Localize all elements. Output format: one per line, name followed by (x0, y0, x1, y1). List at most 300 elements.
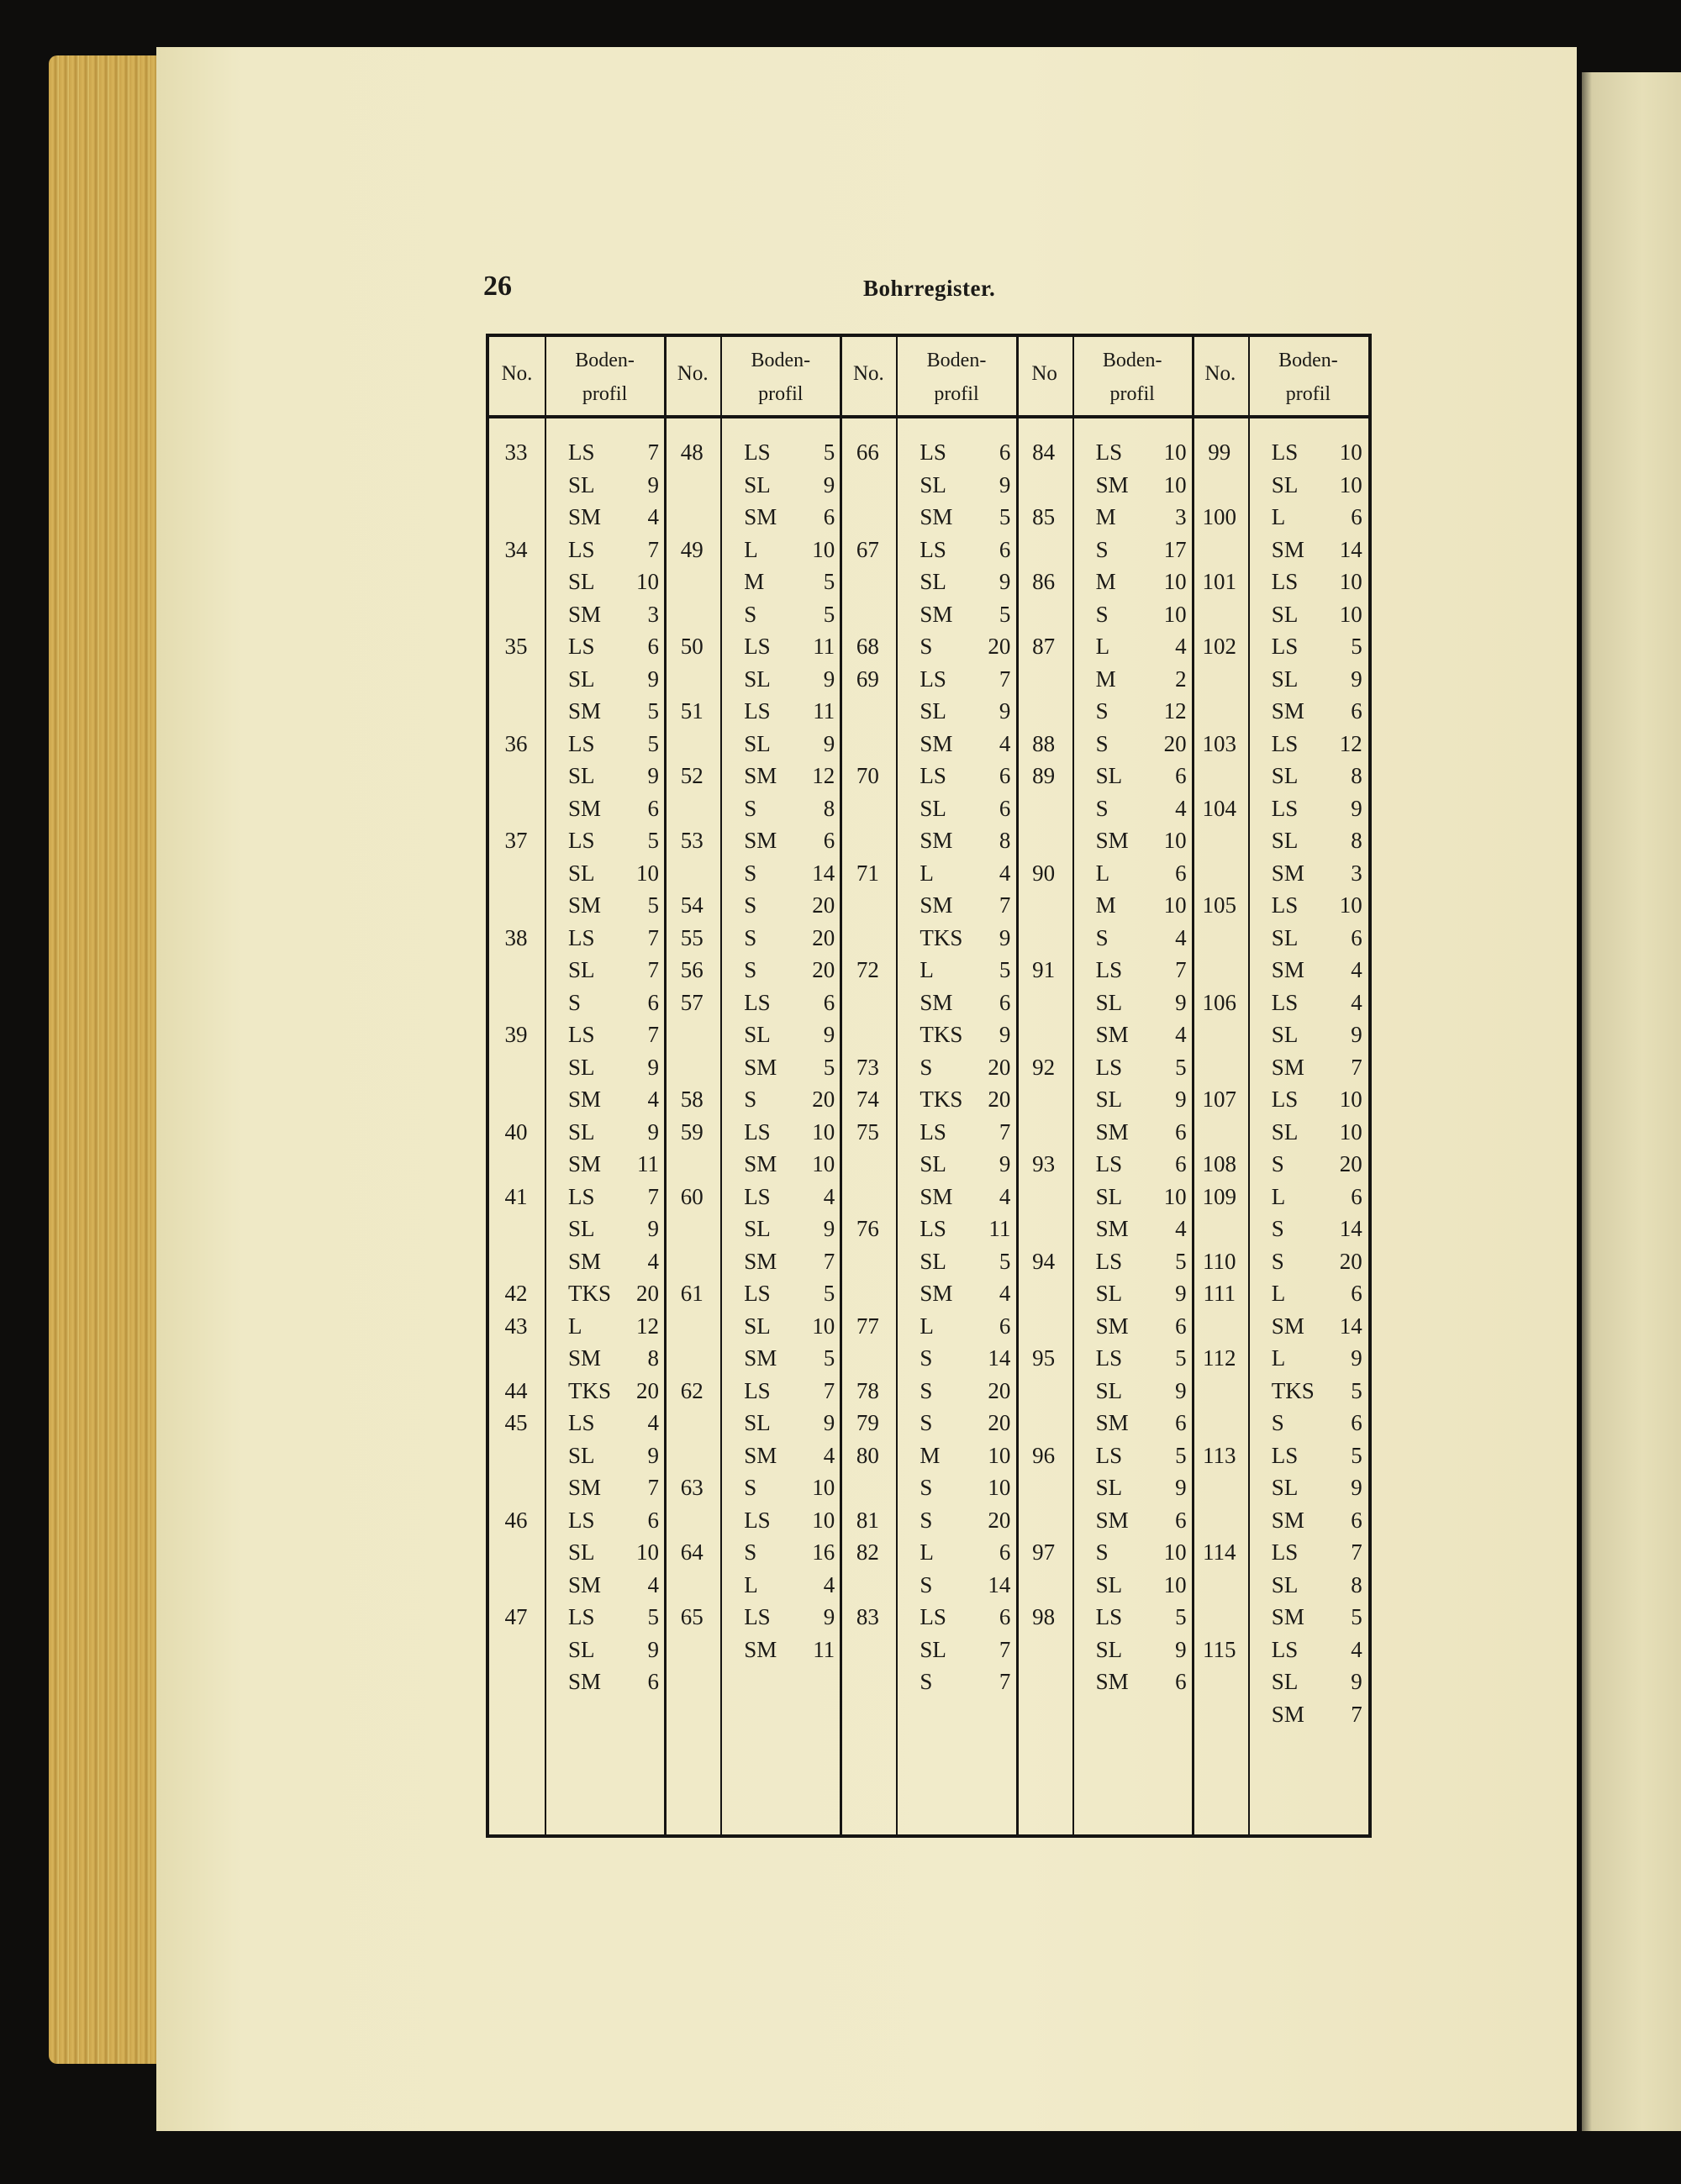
soil-code: SL (1271, 1571, 1299, 1597)
profile-layer (744, 1571, 835, 1599)
layer-depth: 20 (812, 892, 835, 918)
entry-number: 57 (680, 989, 703, 1015)
soil-code: S (920, 1054, 933, 1080)
entry-number: 93 (1032, 1151, 1056, 1176)
layer-depth: 9 (823, 1410, 835, 1435)
profile-layer (744, 1408, 835, 1437)
layer-depth: 6 (647, 1507, 659, 1533)
soil-code: L (744, 536, 758, 562)
entry-number: 72 (856, 957, 879, 982)
profile-layer (920, 1344, 1010, 1372)
profile-layer (1272, 988, 1362, 1017)
soil-code: S (744, 957, 757, 982)
profile-layer (744, 1602, 835, 1631)
profile-layer (920, 503, 1010, 531)
soil-code: L (920, 1539, 934, 1565)
profile-layer (920, 1279, 1010, 1308)
profile-layer (1096, 1376, 1187, 1405)
profile-layer (920, 1214, 1010, 1243)
soil-code: SL (1271, 601, 1299, 627)
profile-layer (568, 1602, 659, 1631)
entry-number: 49 (680, 536, 703, 562)
soil-code: SM (1271, 860, 1304, 886)
soil-code: SM (568, 1151, 602, 1176)
profile-layer (1096, 826, 1187, 855)
soil-code: S (920, 1377, 933, 1403)
profile-layer (920, 1538, 1010, 1566)
layer-depth: 14 (812, 860, 835, 886)
layer-depth: 20 (988, 634, 1011, 659)
soil-code: LS (1095, 1151, 1123, 1176)
soil-code: SM (568, 1345, 602, 1371)
layer-depth: 20 (636, 1377, 659, 1403)
entry-number: 40 (504, 1118, 528, 1145)
soil-code: SM (744, 1636, 777, 1662)
layer-depth: 9 (1351, 795, 1362, 821)
entry-number: 92 (1032, 1054, 1056, 1080)
profile-layer (920, 665, 1010, 693)
layer-depth: 7 (1351, 1701, 1362, 1727)
profile-layer (568, 665, 659, 693)
profile-layer (1096, 988, 1187, 1017)
profile-layer (744, 988, 835, 1017)
profile-layer (1096, 697, 1187, 725)
profile-layer (744, 891, 835, 919)
soil-code: L (1271, 1183, 1286, 1209)
soil-code: LS (1095, 1054, 1123, 1080)
layer-depth: 5 (823, 569, 835, 594)
soil-code: LS (744, 634, 771, 659)
layer-depth: 10 (988, 1475, 1011, 1500)
entry-number: 35 (504, 634, 528, 659)
profile-layer (744, 1376, 835, 1405)
header-line: Boden- (1102, 350, 1162, 371)
profile-layer (1096, 535, 1187, 564)
profile-layer (1272, 1538, 1362, 1566)
soil-code: SL (1095, 1475, 1123, 1500)
layer-depth: 7 (647, 1022, 659, 1047)
layer-depth: 4 (647, 1087, 659, 1112)
layer-depth: 10 (1163, 1539, 1187, 1565)
profile-layer (568, 1279, 659, 1308)
soil-code: LS (1095, 1345, 1123, 1371)
header-line: profil (1285, 383, 1331, 405)
soil-code: SM (1271, 1604, 1304, 1629)
entry-number: 109 (1202, 1183, 1237, 1209)
layer-depth: 5 (823, 601, 835, 627)
soil-code: SM (1095, 471, 1129, 497)
soil-code: LS (1095, 439, 1123, 465)
layer-depth: 12 (812, 763, 835, 788)
profile-layer (568, 1182, 659, 1211)
soil-code: SL (744, 1410, 771, 1435)
profile-layer (1272, 794, 1362, 823)
layer-depth: 9 (823, 1604, 835, 1629)
entry-number: 47 (504, 1604, 528, 1629)
soil-code: SM (1095, 1022, 1129, 1047)
entry-number: 75 (856, 1118, 879, 1145)
soil-code: SL (920, 1151, 946, 1176)
layer-depth: 6 (1351, 1507, 1362, 1533)
profile-layer (568, 1571, 659, 1599)
profile-layer (568, 1053, 659, 1081)
layer-depth: 10 (1339, 601, 1362, 627)
layer-depth: 6 (823, 828, 835, 853)
profile-layer (1272, 1473, 1362, 1502)
entry-number: 87 (1032, 634, 1056, 659)
soil-code: SM (1095, 1216, 1129, 1241)
soil-code: SM (744, 1442, 777, 1468)
soil-code: SM (920, 989, 953, 1015)
layer-depth: 12 (1163, 698, 1187, 724)
soil-code: SL (568, 666, 595, 692)
header-bodenprofil (545, 344, 665, 411)
layer-depth: 9 (1175, 1377, 1187, 1403)
profile-layer (744, 503, 835, 531)
layer-depth: 7 (999, 1669, 1011, 1694)
layer-depth: 6 (999, 536, 1011, 562)
entry-number: 54 (680, 892, 703, 918)
layer-depth: 9 (1351, 1022, 1362, 1047)
soil-code: S (920, 1669, 933, 1694)
soil-code: LS (920, 439, 946, 465)
layer-depth: 9 (647, 471, 659, 497)
entry-number: 90 (1032, 860, 1056, 886)
layer-depth: 9 (647, 666, 659, 692)
layer-depth: 4 (1175, 795, 1187, 821)
profile-layer (920, 438, 1010, 466)
soil-code: SM (568, 1475, 602, 1500)
layer-depth: 20 (1339, 1151, 1362, 1176)
layer-depth: 9 (647, 1118, 659, 1145)
soil-code: L (568, 1313, 582, 1339)
profile-layer (920, 1053, 1010, 1081)
profile-layer (744, 1279, 835, 1308)
profile-layer (568, 438, 659, 466)
layer-depth: 9 (647, 1216, 659, 1241)
soil-code: LS (1271, 1636, 1299, 1662)
soil-code: SM (568, 1669, 602, 1694)
profile-layer (568, 1506, 659, 1534)
soil-code: S (920, 1507, 933, 1533)
header-line: Boden- (926, 350, 987, 371)
entry-number: 89 (1032, 763, 1056, 788)
soil-code: SM (1271, 1054, 1304, 1080)
no-column-divider (896, 337, 898, 1834)
entry-number: 38 (504, 924, 528, 950)
layer-depth: 6 (1351, 1281, 1362, 1306)
layer-depth: 6 (823, 504, 835, 529)
entry-number: 71 (856, 860, 879, 886)
layer-depth: 4 (999, 730, 1011, 756)
soil-code: S (744, 1539, 757, 1565)
profile-layer (1272, 1150, 1362, 1178)
layer-depth: 5 (647, 698, 659, 724)
profile-layer (568, 761, 659, 790)
soil-code: SM (1271, 1313, 1304, 1339)
entry-number: 64 (680, 1539, 703, 1565)
layer-depth: 10 (1163, 439, 1187, 465)
no-column-divider (720, 337, 722, 1834)
profile-layer (568, 697, 659, 725)
profile-layer (920, 600, 1010, 629)
soil-code: SL (1095, 1571, 1123, 1597)
soil-code: SM (1095, 828, 1129, 853)
soil-code: SM (568, 1087, 602, 1112)
profile-layer (744, 1441, 835, 1470)
layer-depth: 7 (647, 1475, 659, 1500)
soil-code: M (1095, 666, 1116, 692)
layer-depth: 10 (1163, 892, 1187, 918)
soil-code: SL (744, 471, 771, 497)
layer-depth: 11 (813, 1636, 835, 1662)
layer-depth: 5 (999, 504, 1011, 529)
profile-layer (920, 1571, 1010, 1599)
profile-layer (744, 1182, 835, 1211)
entry-number: 65 (680, 1604, 703, 1629)
layer-depth: 20 (1339, 1248, 1362, 1274)
soil-code: S (1271, 1410, 1284, 1435)
entry-number: 69 (856, 666, 879, 692)
layer-depth: 9 (647, 1054, 659, 1080)
profile-layer (1272, 503, 1362, 531)
profile-layer (920, 1667, 1010, 1696)
soil-code: SM (744, 1248, 777, 1274)
soil-code: SL (1095, 763, 1123, 788)
soil-code: SL (568, 763, 595, 788)
entry-number: 80 (856, 1442, 879, 1468)
soil-code: LS (744, 1281, 771, 1306)
soil-code: LS (1271, 989, 1299, 1015)
entry-number: 74 (856, 1087, 879, 1112)
layer-depth: 10 (1339, 1087, 1362, 1112)
profile-layer (744, 1506, 835, 1534)
layer-depth: 4 (1175, 634, 1187, 659)
layer-depth: 9 (1175, 1087, 1187, 1112)
profile-layer (568, 826, 659, 855)
soil-code: SL (568, 1054, 595, 1080)
profile-layer (920, 729, 1010, 758)
profile-layer (1096, 503, 1187, 531)
soil-code: SM (920, 1281, 953, 1306)
soil-code: LS (1271, 1087, 1299, 1112)
layer-depth: 5 (647, 730, 659, 756)
soil-code: S (1271, 1151, 1284, 1176)
soil-code: LS (568, 828, 595, 853)
profile-layer (568, 1635, 659, 1664)
layer-depth: 6 (1351, 698, 1362, 724)
soil-code: SM (1095, 1410, 1129, 1435)
layer-depth: 5 (1175, 1248, 1187, 1274)
page-header (483, 271, 1366, 304)
layer-depth: 6 (1175, 1507, 1187, 1533)
profile-layer (1096, 1118, 1187, 1146)
layer-depth: 9 (999, 1151, 1011, 1176)
layer-depth: 4 (647, 1410, 659, 1435)
entry-number: 59 (680, 1118, 703, 1145)
profile-layer (1272, 438, 1362, 466)
soil-code: L (920, 1313, 934, 1339)
layer-depth: 5 (647, 1604, 659, 1629)
profile-layer (568, 1667, 659, 1696)
soil-code: SL (568, 1216, 595, 1241)
layer-depth: 5 (1175, 1442, 1187, 1468)
soil-code: M (744, 569, 765, 594)
profile-layer (568, 988, 659, 1017)
soil-code: S (568, 989, 582, 1015)
profile-layer (1096, 1150, 1187, 1178)
soil-code: SM (920, 601, 953, 627)
profile-layer (1272, 1214, 1362, 1243)
entry-number: 41 (504, 1183, 528, 1209)
layer-depth: 4 (1351, 989, 1362, 1015)
soil-code: LS (744, 698, 771, 724)
profile-layer (568, 1020, 659, 1049)
layer-depth: 5 (823, 1281, 835, 1306)
entry-number: 63 (680, 1475, 703, 1500)
soil-code: S (1095, 536, 1109, 562)
layer-depth: 6 (1175, 1313, 1187, 1339)
entry-number: 95 (1032, 1345, 1056, 1371)
profile-layer (1096, 729, 1187, 758)
profile-layer (744, 535, 835, 564)
profile-layer (1272, 1376, 1362, 1405)
soil-code: S (1095, 698, 1109, 724)
entry-number: 86 (1032, 569, 1056, 594)
profile-layer (744, 729, 835, 758)
profile-layer (1272, 1602, 1362, 1631)
layer-depth: 4 (823, 1571, 835, 1597)
soil-code: LS (744, 989, 771, 1015)
soil-code: S (920, 1475, 933, 1500)
layer-depth: 20 (812, 1087, 835, 1112)
profile-layer (568, 1344, 659, 1372)
entry-number: 111 (1203, 1281, 1236, 1306)
soil-code: TKS (920, 1022, 963, 1047)
entry-number: 101 (1202, 569, 1237, 594)
profile-layer (1096, 955, 1187, 984)
soil-code: SM (1095, 1118, 1129, 1145)
soil-code: S (744, 892, 757, 918)
profile-layer (920, 567, 1010, 596)
profile-layer (568, 1473, 659, 1502)
layer-depth: 9 (999, 569, 1011, 594)
profile-layer (1096, 600, 1187, 629)
profile-layer (1272, 1279, 1362, 1308)
header-no: No. (677, 362, 709, 385)
layer-depth: 7 (823, 1377, 835, 1403)
layer-depth: 10 (1163, 1183, 1187, 1209)
soil-code: SM (1095, 1507, 1129, 1533)
layer-depth: 5 (999, 601, 1011, 627)
soil-code: SL (920, 471, 946, 497)
entry-number: 67 (856, 536, 879, 562)
soil-code: SM (920, 730, 953, 756)
profile-layer (920, 1182, 1010, 1211)
soil-code: LS (1271, 634, 1299, 659)
layer-depth: 9 (647, 763, 659, 788)
layer-depth: 6 (823, 989, 835, 1015)
soil-code: LS (744, 439, 771, 465)
entry-number: 56 (680, 957, 703, 982)
entry-number: 85 (1032, 504, 1056, 529)
layer-depth: 9 (1175, 989, 1187, 1015)
soil-code: SM (1095, 1313, 1129, 1339)
profile-layer (920, 632, 1010, 660)
layer-depth: 7 (999, 1118, 1011, 1145)
entry-number: 103 (1202, 730, 1237, 756)
profile-layer (568, 503, 659, 531)
profile-layer (568, 1538, 659, 1566)
soil-code: SL (1271, 828, 1299, 853)
layer-depth: 8 (1351, 1571, 1362, 1597)
layer-depth: 4 (1175, 1022, 1187, 1047)
soil-code: TKS (920, 1087, 963, 1112)
layer-depth: 10 (988, 1442, 1011, 1468)
profile-layer (744, 600, 835, 629)
profile-layer (920, 988, 1010, 1017)
soil-code: SM (744, 504, 777, 529)
soil-code: SM (568, 601, 602, 627)
no-column-divider (1248, 337, 1250, 1834)
profile-layer (920, 1602, 1010, 1631)
layer-depth: 6 (1175, 763, 1187, 788)
soil-code: LS (744, 1604, 771, 1629)
soil-code: S (1271, 1248, 1284, 1274)
layer-depth: 6 (999, 1604, 1011, 1629)
soil-code: LS (1271, 795, 1299, 821)
layer-depth: 9 (1175, 1281, 1187, 1306)
profile-layer (1096, 1020, 1187, 1049)
profile-layer (744, 1118, 835, 1146)
soil-code: S (920, 634, 933, 659)
layer-depth: 7 (647, 957, 659, 982)
soil-code: SL (1271, 666, 1299, 692)
soil-code: SM (744, 1054, 777, 1080)
layer-depth: 10 (1163, 569, 1187, 594)
profile-layer (1096, 1538, 1187, 1566)
layer-depth: 6 (999, 1539, 1011, 1565)
header-no: No. (1204, 362, 1236, 385)
soil-code: LS (1271, 892, 1299, 918)
soil-code: TKS (920, 924, 963, 950)
soil-code: LS (1271, 730, 1299, 756)
profile-layer (1272, 1667, 1362, 1696)
profile-layer (1272, 1118, 1362, 1146)
layer-depth: 6 (999, 439, 1011, 465)
layer-depth: 5 (647, 828, 659, 853)
profile-layer (1096, 794, 1187, 823)
soil-code: M (1095, 569, 1116, 594)
profile-layer (744, 665, 835, 693)
profile-layer (1272, 891, 1362, 919)
profile-layer (1096, 891, 1187, 919)
no-column-divider (545, 337, 546, 1834)
profile-layer (568, 600, 659, 629)
profile-layer (568, 1441, 659, 1470)
soil-code: SL (568, 1636, 595, 1662)
layer-depth: 10 (1339, 892, 1362, 918)
layer-depth: 5 (1351, 634, 1362, 659)
layer-depth: 5 (823, 1054, 835, 1080)
profile-layer (744, 1150, 835, 1178)
soil-code: LS (568, 536, 595, 562)
soil-code: SM (1271, 698, 1304, 724)
soil-code: LS (920, 1604, 946, 1629)
soil-code: LS (1095, 1248, 1123, 1274)
layer-depth: 20 (988, 1507, 1011, 1533)
layer-depth: 3 (647, 601, 659, 627)
